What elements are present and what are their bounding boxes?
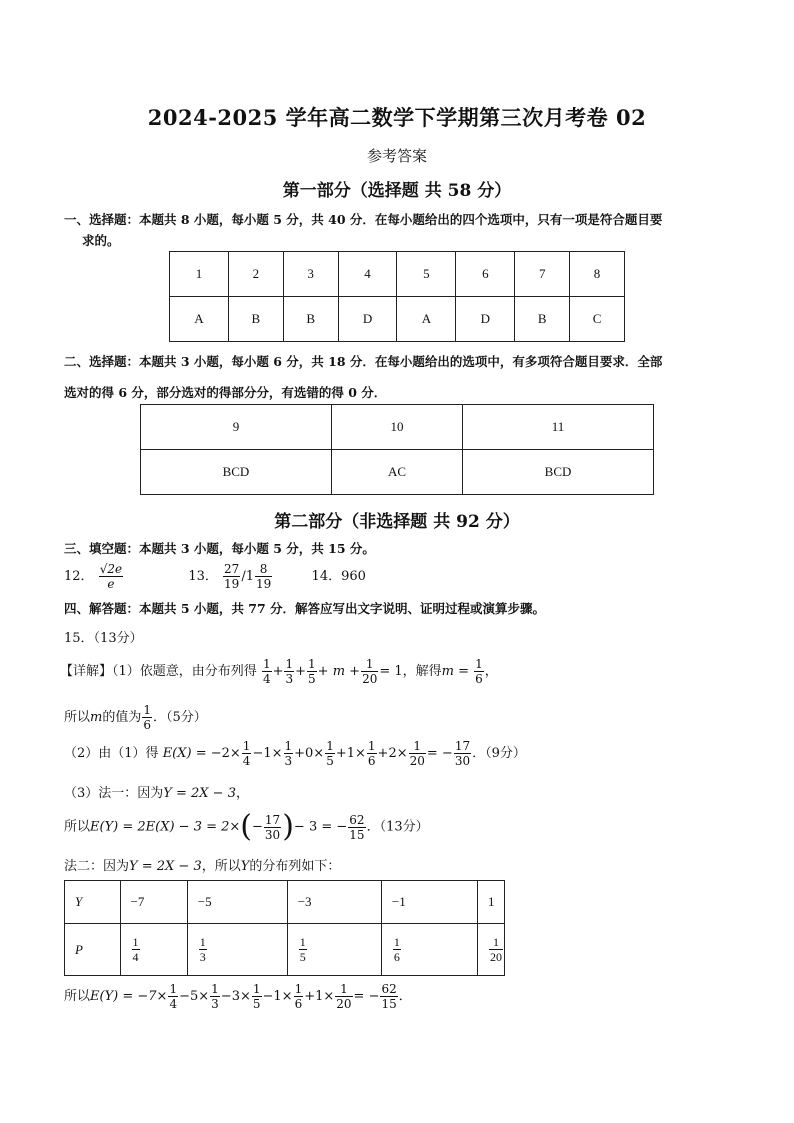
q-answer: A — [397, 297, 456, 342]
section1-answer-row — [170, 297, 625, 342]
p-row-label: P — [65, 924, 121, 976]
q-answer: A — [170, 297, 229, 342]
q-answer: B — [228, 297, 283, 342]
q-number: 5 — [397, 252, 456, 297]
y-distribution-table — [64, 880, 505, 976]
page-title: 2024-2025 学年高二数学下学期第三次月考卷 02 — [147, 105, 647, 130]
section2-intro-line2: 选对的得 6 分，部分选对的得部分分，有选错的得 0 分． — [64, 385, 387, 400]
q14-answer: 14．960 — [311, 569, 366, 584]
q-answer: D — [456, 297, 515, 342]
part1-heading: 第一部分（选择题 共 58 分） — [282, 181, 512, 201]
q-number: 9 — [141, 405, 332, 450]
q-number: 6 — [456, 252, 515, 297]
q-number: 1 — [170, 252, 229, 297]
q-answer: C — [570, 297, 625, 342]
section2-answer-table — [140, 404, 654, 495]
section1-intro — [64, 209, 744, 251]
q-answer: D — [338, 297, 397, 342]
section2-answer-row — [141, 450, 654, 495]
section1-intro-line1: 一、选择题：本题共 8 小题，每小题 5 分，共 40 分．在每小题给出的四个选项中，只有一项是符合题目要 — [64, 212, 663, 227]
q13-separator: /1 — [241, 569, 254, 584]
p-value: $\frac{1}{5}$ — [287, 924, 381, 976]
section3-intro: 三、填空题：本题共 3 小题，每小题 5 分，共 15 分。 — [64, 541, 375, 556]
section2-intro-line1: 二、选择题：本题共 3 小题，每小题 6 分，共 18 分．在每小题给出的选项中，有多项符合题目要求．全部 — [64, 354, 663, 369]
q-answer: BCD — [141, 450, 332, 495]
section2-number-row — [141, 405, 654, 450]
q15-heading: 15．（13分） — [64, 631, 143, 646]
section2-intro — [64, 346, 744, 408]
q-number: 2 — [228, 252, 283, 297]
q-number: 11 — [463, 405, 654, 450]
section4-intro: 四、解答题：本题共 5 小题，共 77 分．解答应写出文字说明、证明过程或演算步骤。 — [64, 601, 546, 616]
section1-intro-line2: 求的。 — [82, 233, 120, 248]
q-number: 3 — [283, 252, 338, 297]
q-answer: BCD — [463, 450, 654, 495]
q-number: 8 — [570, 252, 625, 297]
page-subtitle: 参考答案 — [366, 147, 427, 165]
q-number: 10 — [331, 405, 462, 450]
p-value: $\frac{1}{4}$ — [120, 924, 187, 976]
section1-number-row — [170, 252, 625, 297]
q15-method2: 法二：因为Y = 2X − 3，所以Y的分布列如下： — [64, 859, 341, 874]
q15-step3-method1: （3）法一：因为Y = 2X − 3， — [64, 786, 249, 801]
y-value: 1 — [478, 881, 505, 924]
part2-heading: 第二部分（非选择题 共 92 分） — [274, 512, 520, 532]
y-value: −7 — [120, 881, 187, 924]
p-value: $\frac{1}{3}$ — [187, 924, 287, 976]
q15-step3-result: 所以E(Y) = 2E(X) − 3 = 2×(− $\frac{17}{30}$ )− 3 = − $\frac{62}{15}$ ．（13分） — [64, 809, 429, 844]
q-answer: AC — [331, 450, 462, 495]
q12-label: 12． — [64, 569, 94, 584]
p-values-row — [65, 924, 505, 976]
q15-step2: （2）由（1）得 E(X) = −2× $\frac{1}{4}$ −1× $\frac{1}{3}$ +0× $\frac{1}{5}$ +1× $\frac{1}{6}$ +2× $\frac{1}{20}$ = − $\frac{17}{30}$ ．（9分） — [64, 739, 526, 768]
q-answer: B — [515, 297, 570, 342]
y-row-label: Y — [65, 881, 121, 924]
y-values-row — [65, 881, 505, 924]
y-value: −1 — [381, 881, 477, 924]
p-value: $\frac{1}{20}$ — [478, 924, 505, 976]
p-value: $\frac{1}{6}$ — [381, 924, 477, 976]
q15-step1: 【详解】（1）依题意，由分布列得 $\frac{1}{4}$ + $\frac{1}{3}$ + $\frac{1}{5}$ + m + $\frac{1}{20}$ = 1，解得m = $\frac{1}{6}$ ， — [60, 657, 498, 686]
y-value: −3 — [287, 881, 381, 924]
q13-fraction-b: $\frac{8}{19}$ — [255, 562, 272, 591]
q13-label: 13． — [188, 569, 218, 584]
q12-fraction: $\frac{√2e}{e}$ — [99, 562, 123, 591]
detail-label: 【详解】 — [60, 664, 113, 679]
section1-answer-table — [169, 251, 625, 342]
q13-fraction-a: $\frac{27}{19}$ — [224, 562, 240, 591]
y-value: −5 — [187, 881, 287, 924]
q15-final: 所以E(Y) = −7× $\frac{1}{4}$ −5× $\frac{1}{3}$ −3× $\frac{1}{5}$ −1× $\frac{1}{6}$ +1× $\frac{1}{20}$ = − $\frac{62}{15}$ ． — [64, 982, 412, 1011]
q15-conclusion1: 所以m的值为 $\frac{1}{6}$ ．（5分） — [64, 703, 207, 732]
q-number: 4 — [338, 252, 397, 297]
q-number: 7 — [515, 252, 570, 297]
fill-answers-row — [64, 562, 366, 591]
q-answer: B — [283, 297, 338, 342]
